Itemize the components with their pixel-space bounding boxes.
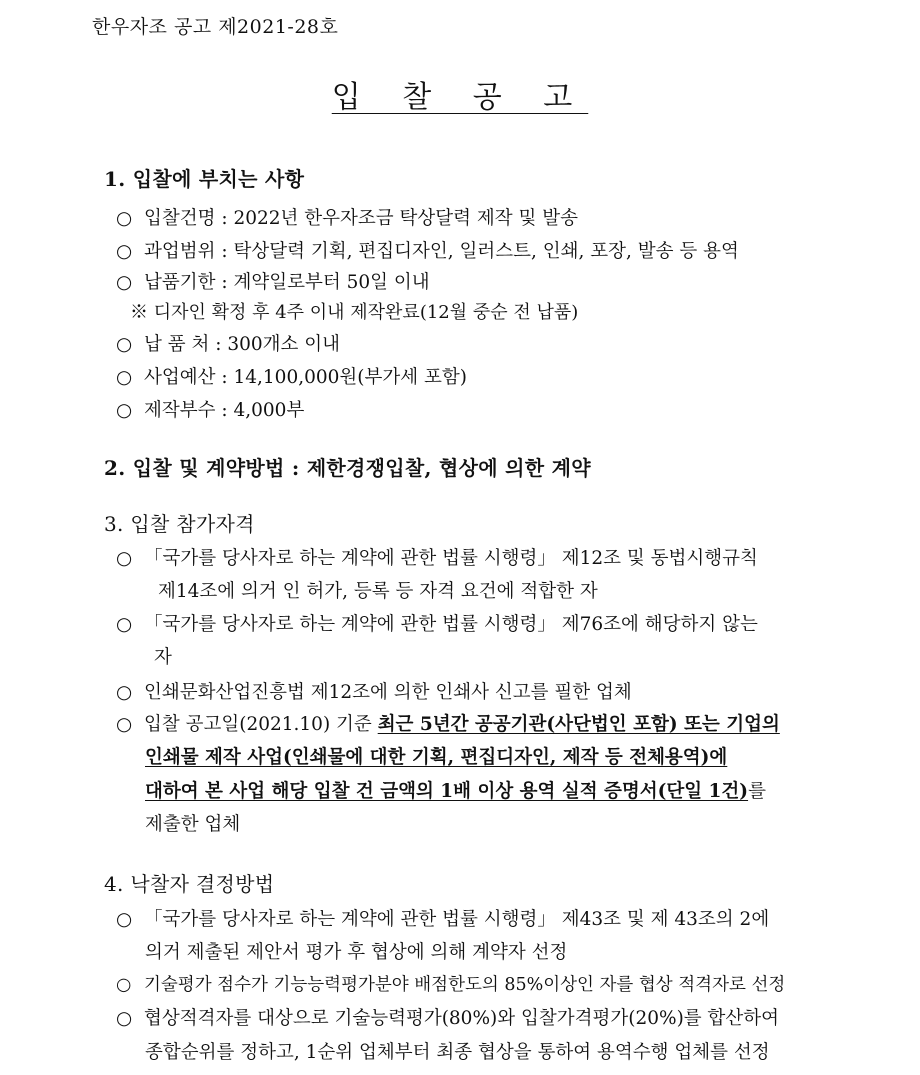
notice-number: 한우자조 공고 제2021-28호 [92,16,339,38]
section4-item-3: ○ 협상적격자를 대상으로 기술능력평가(80%)와 입찰가격평가(20%)를 합산하여 [116,1008,780,1029]
section4-item-3-cont: 종합순위를 정하고, 1순위 업체부터 최종 협상을 통하여 용역수행 업체를 선정 [145,1042,770,1063]
document-title-text: 입 찰 공 고 [331,80,589,115]
section3-item-2-cont: 자 [154,647,172,668]
section1-item-1: ○ 입찰건명 : 2022년 한우자조금 탁상달력 제작 및 발송 [116,208,579,229]
section1-item-3: ○ 납품기한 : 계약일로부터 50일 이내 [116,272,430,293]
document-title [0,72,920,116]
section1-item-6: ○ 제작부수 : 4,000부 [116,400,305,421]
qualification-highlight-2: 인쇄물 제작 사업(인쇄물에 대한 기획, 편집디자인, 제작 등 전체용역)에 [145,747,728,768]
bullet-icon: ○ [116,714,133,735]
section4-item-1: ○ 「국가를 당사자로 하는 계약에 관한 법률 시행령」 제43조 및 제 43조의 2에 [116,909,770,930]
bullet-icon: ○ [116,1008,133,1029]
section3-item-4-cont-1 [145,743,727,769]
bullet-icon: ○ [116,614,133,635]
bullet-icon: ○ [116,334,133,355]
section2-heading: 2. 입찰 및 계약방법 : 제한경쟁입찰, 협상에 의한 계약 [104,456,591,480]
bullet-icon: ○ [116,975,132,995]
section3-item-3: ○ 인쇄문화산업진흥법 제12조에 의한 인쇄사 신고를 필한 업체 [116,682,632,703]
bullet-icon: ○ [116,367,133,388]
section3-heading: 3. 입찰 참가자격 [104,512,255,536]
bullet-icon: ○ [116,272,133,293]
bullet-icon: ○ [116,548,133,569]
bullet-icon: ○ [116,682,133,703]
bullet-icon: ○ [116,400,133,421]
bullet-icon: ○ [116,909,133,930]
section3-item-1-cont: 제14조에 의거 인 허가, 등록 등 자격 요건에 적합한 자 [158,581,598,602]
section3-item-4: ○ 입찰 공고일(2021.10) 기준 최근 5년간 공공기관(사단법인 포함) 또는 기업의 [116,714,780,735]
section4-item-2: ○ 기술평가 점수가 기능능력평가분야 배점한도의 85%이상인 자를 협상 적격자로 선정 [116,975,786,995]
section3-item-4-cont-2: 대하여 본 사업 해당 입찰 건 금액의 1배 이상 용역 실적 증명서(단일 1건)를 [145,781,766,802]
section1-item-4: ○ 납 품 처 : 300개소 이내 [116,334,341,355]
section4-heading: 4. 낙찰자 결정방법 [104,872,275,896]
section1-note: ※ 디자인 확정 후 4주 이내 제작완료(12월 중순 전 납품) [130,302,579,323]
section3-item-1: ○ 「국가를 당사자로 하는 계약에 관한 법률 시행령」 제12조 및 동법시행규칙 [116,548,758,569]
section1-heading: 1. 입찰에 부치는 사항 [104,167,305,191]
bullet-icon: ○ [116,208,133,229]
qualification-highlight-3: 대하여 본 사업 해당 입찰 건 금액의 1배 이상 용역 실적 증명서(단일 1건) [145,781,749,802]
section1-item-5: ○ 사업예산 : 14,100,000원(부가세 포함) [116,367,467,388]
qualification-highlight-1: 최근 5년간 공공기관(사단법인 포함) 또는 기업의 [377,714,780,735]
section1-item-2: ○ 과업범위 : 탁상달력 기획, 편집디자인, 일러스트, 인쇄, 포장, 발송 등 용역 [116,241,739,262]
bullet-icon: ○ [116,241,133,262]
section4-item-1-cont: 의거 제출된 제안서 평가 후 협상에 의해 계약자 선정 [145,942,568,963]
section3-item-2: ○ 「국가를 당사자로 하는 계약에 관한 법률 시행령」 제76조에 해당하지 않는 [116,614,758,635]
section3-item-4-cont-3: 제출한 업체 [145,814,241,835]
